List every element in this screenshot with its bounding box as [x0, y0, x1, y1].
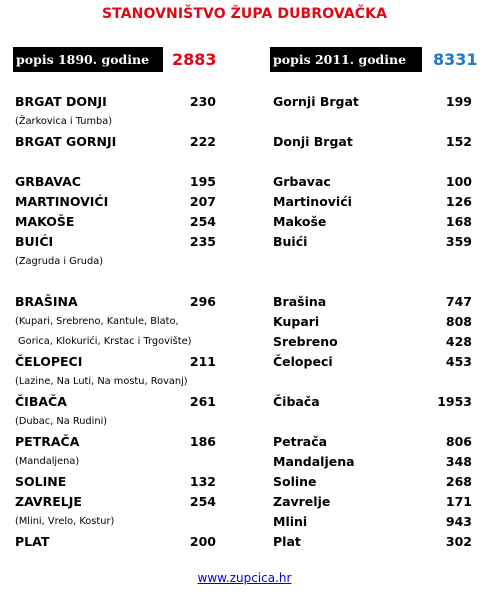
left-value-martinovici: 207: [189, 194, 216, 209]
left-value-brgat-donji: 230: [189, 94, 216, 109]
left-name-martinovici: MARTINOVIĆI: [15, 194, 109, 209]
right-value-mandaljena: 348: [445, 454, 472, 469]
right-value-cibaca: 1953: [437, 394, 472, 409]
left-value-makose: 254: [189, 214, 216, 229]
left-value-cibaca: 261: [189, 394, 216, 409]
right-value-soline: 268: [445, 474, 472, 489]
left-sub2-brasina: Gorica, Klokurići, Krstac i Trgovište): [18, 336, 192, 347]
right-value-petraca: 806: [445, 434, 472, 449]
page-title: STANOVNIŠTVO ŽUPA DUBROVAČKA: [101, 6, 388, 22]
right-header-label: popis 2011. godine: [270, 47, 422, 72]
right-name-petraca: Petrača: [273, 434, 328, 449]
right-value-gornji-brgat: 199: [445, 94, 472, 109]
left-sub-brasina: (Kupari, Srebreno, Kantule, Blato,: [15, 316, 179, 327]
left-name-plat: PLAT: [15, 534, 50, 549]
left-value-buici: 235: [189, 234, 216, 249]
left-name-grbavac: GRBAVAC: [15, 174, 81, 189]
left-value-brgat-gornji: 222: [189, 134, 216, 149]
left-name-cibaca: ČIBAČA: [15, 394, 67, 409]
right-name-makose: Makoše: [273, 214, 327, 229]
left-value-celopeci: 211: [189, 354, 216, 369]
right-value-srebreno: 428: [445, 334, 472, 349]
right-name-martinovici: Martinovići: [273, 194, 352, 209]
right-header-total: 8331: [433, 50, 478, 69]
left-sub-zavrelje: (Mlini, Vrelo, Kostur): [15, 516, 115, 527]
right-name-mandaljena: Mandaljena: [273, 454, 355, 469]
right-name-mlini: Mlini: [273, 514, 308, 529]
right-value-martinovici: 126: [445, 194, 472, 209]
left-value-grbavac: 195: [189, 174, 216, 189]
left-name-zavrelje: ZAVRELJE: [15, 494, 82, 509]
left-value-zavrelje: 254: [189, 494, 216, 509]
left-value-petraca: 186: [189, 434, 216, 449]
left-header-label: popis 1890. godine: [13, 47, 163, 72]
right-value-kupari: 808: [445, 314, 472, 329]
left-sub-buici: (Zagruda i Gruda): [15, 256, 104, 267]
right-value-zavrelje: 171: [445, 494, 472, 509]
right-name-brasina: Brašina: [273, 294, 327, 309]
left-name-brgat-donji: BRGAT DONJI: [15, 94, 107, 109]
left-sub-brgat-donji: (Žarkovica i Tumba): [15, 116, 113, 127]
left-sub-cibaca: (Dubac, Na Rudini): [15, 416, 108, 427]
right-value-mlini: 943: [445, 514, 472, 529]
left-value-soline: 132: [189, 474, 216, 489]
right-value-buici: 359: [445, 234, 472, 249]
left-name-brgat-gornji: BRGAT GORNJI: [15, 134, 117, 149]
left-header-total: 2883: [172, 50, 217, 69]
right-name-celopeci: Čelopeci: [273, 354, 333, 369]
right-value-brasina: 747: [445, 294, 472, 309]
left-name-petraca: PETRAČA: [15, 434, 80, 449]
right-name-cibaca: Čibača: [273, 394, 320, 409]
right-name-soline: Soline: [273, 474, 317, 489]
footer-website-link[interactable]: www.zupcica.hr: [197, 571, 292, 585]
right-name-donji-brgat: Donji Brgat: [273, 134, 353, 149]
left-name-buici: BUIĆI: [15, 234, 54, 249]
left-name-makose: MAKOŠE: [15, 214, 75, 229]
right-name-buici: Buići: [273, 234, 308, 249]
right-value-celopeci: 453: [445, 354, 472, 369]
left-name-brasina: BRAŠINA: [15, 294, 78, 309]
left-value-plat: 200: [189, 534, 216, 549]
right-value-donji-brgat: 152: [445, 134, 472, 149]
right-name-plat: Plat: [273, 534, 301, 549]
right-name-grbavac: Grbavac: [273, 174, 331, 189]
left-value-brasina: 296: [189, 294, 216, 309]
right-name-kupari: Kupari: [273, 314, 320, 329]
right-name-gornji-brgat: Gornji Brgat: [273, 94, 359, 109]
right-name-srebreno: Srebreno: [273, 334, 338, 349]
left-sub-petraca: (Mandaljena): [15, 456, 80, 467]
left-sub-celopeci: (Lazine, Na Luti, Na mostu, Rovanj): [15, 376, 188, 387]
right-value-grbavac: 100: [445, 174, 472, 189]
left-name-celopeci: ČELOPECI: [15, 354, 83, 369]
right-name-zavrelje: Zavrelje: [273, 494, 331, 509]
left-name-soline: SOLINE: [15, 474, 67, 489]
right-value-plat: 302: [445, 534, 472, 549]
right-value-makose: 168: [445, 214, 472, 229]
